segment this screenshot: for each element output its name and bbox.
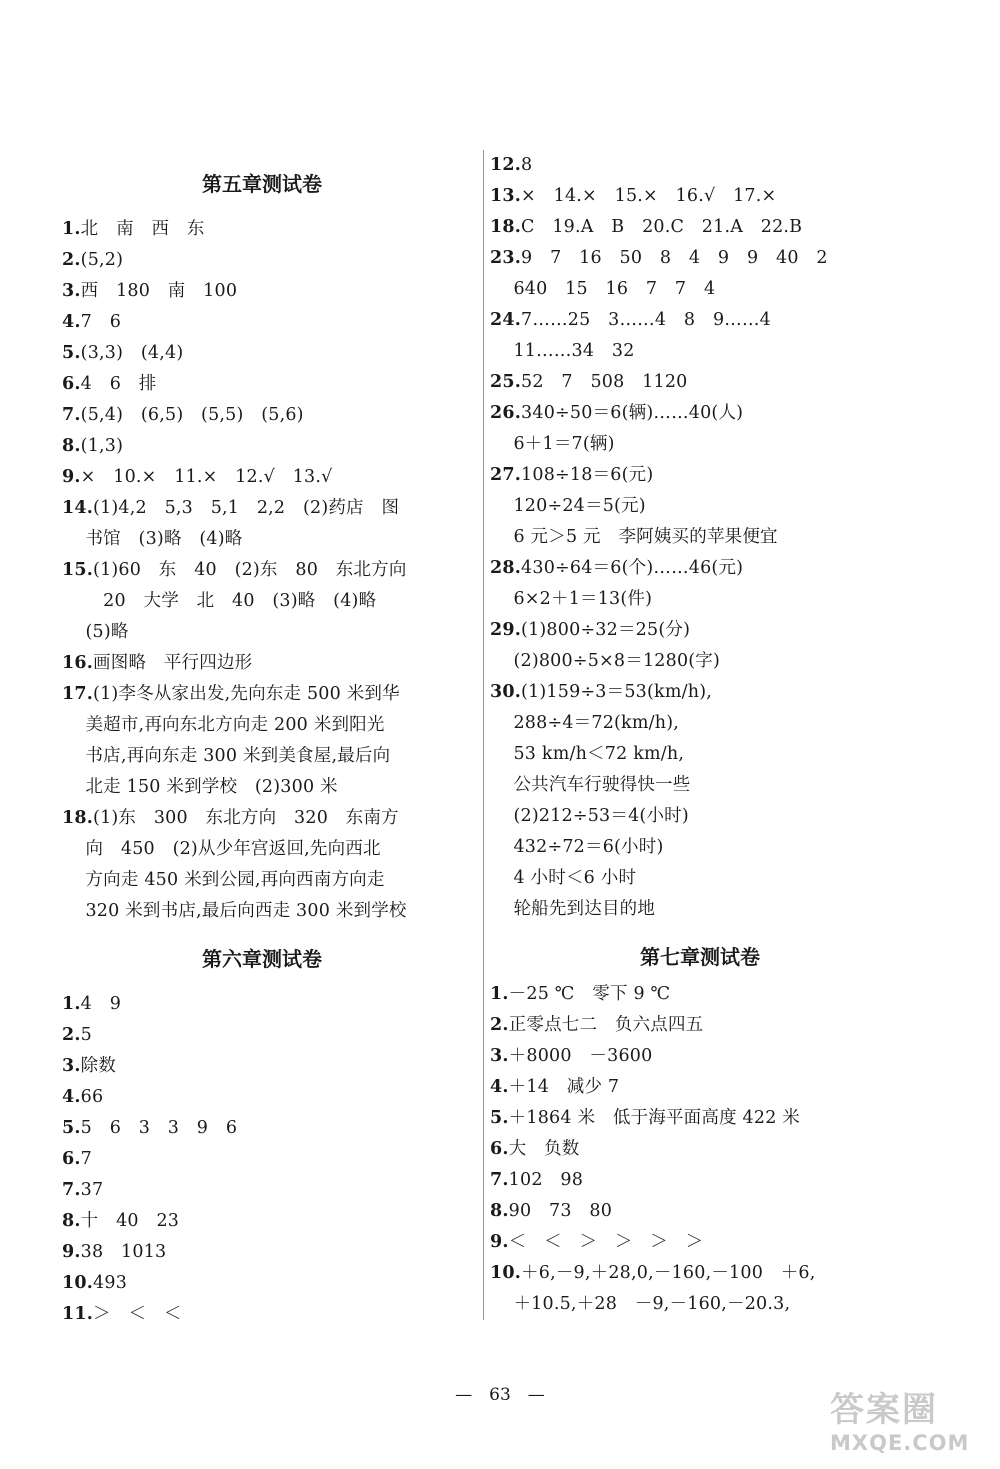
question-number: 8.: [62, 436, 81, 456]
answer-line: [490, 429, 910, 460]
answer-text: (2)212÷53＝4(小时): [490, 806, 689, 826]
answer-text: 书馆 (3)略 (4)略: [62, 529, 243, 549]
answer-line: [490, 832, 910, 863]
question-number: 6.: [62, 1149, 81, 1169]
answer-line: [62, 1206, 472, 1237]
answer-line: [62, 493, 472, 524]
answer-line: [490, 367, 910, 398]
question-number: 2.: [62, 250, 81, 270]
answer-text: 53 km/h＜72 km/h,: [490, 744, 685, 764]
answer-text: 7……25 3……4 8 9……4: [521, 310, 772, 330]
chapter6-answers: [62, 989, 472, 1330]
answer-text: 430÷64＝6(个)……46(元): [521, 558, 744, 578]
answer-line: [62, 679, 472, 710]
answer-text: 十 40 23: [80, 1211, 180, 1231]
answer-line: [62, 865, 472, 896]
answer-text: 4 小时＜6 小时: [490, 868, 637, 888]
answer-text: 方向走 450 米到公园,再向西南方向走: [62, 870, 385, 890]
question-number: 7.: [62, 405, 81, 425]
answer-line: [62, 555, 472, 586]
answer-line: [62, 1113, 472, 1144]
answer-line: [490, 894, 910, 925]
answer-text: ＋14 减少 7: [508, 1077, 620, 1097]
answer-text: 120÷24＝5(元): [490, 496, 646, 516]
answer-text: (1)东 300 东北方向 320 东南方: [93, 808, 399, 828]
watermark-mark: 答案圈: [830, 1390, 938, 1430]
answer-line: [62, 803, 472, 834]
answer-line: [490, 1165, 910, 1196]
question-number: 16.: [62, 653, 94, 673]
answer-text: 493: [93, 1273, 128, 1293]
answer-line: [62, 338, 472, 369]
answer-text: (5,2): [80, 250, 124, 270]
question-number: 4.: [62, 1087, 81, 1107]
answer-line: [62, 1175, 472, 1206]
answer-line: [62, 1299, 472, 1330]
answer-text: ＋10.5,＋28 －9,－160,－20.3,: [490, 1294, 791, 1314]
watermark-url: MXQE.COM: [830, 1431, 970, 1455]
answer-line: [490, 1289, 910, 1320]
answer-line: [490, 739, 910, 770]
answer-text: (1,3): [80, 436, 124, 456]
answer-line: [62, 648, 472, 679]
answer-line: [490, 460, 910, 491]
answer-line: [490, 677, 910, 708]
answer-text: 90 73 80: [508, 1201, 613, 1221]
answer-text: × 10.× 11.× 12.√ 13.√: [80, 467, 333, 487]
answer-text: －25 ℃ 零下 9 ℃: [508, 984, 671, 1004]
answer-line: [62, 462, 472, 493]
question-number: 3.: [490, 1046, 509, 1066]
answer-text: 288÷4＝72(km/h),: [490, 713, 680, 733]
question-number: 5.: [490, 1108, 509, 1128]
answer-text: 37: [80, 1180, 104, 1200]
question-number: 3.: [62, 1056, 81, 1076]
answer-text: 432÷72＝6(小时): [490, 837, 664, 857]
answer-line: [490, 801, 910, 832]
answer-text: 20 大学 北 40 (3)略 (4)略: [62, 591, 377, 611]
question-number: 10.: [62, 1273, 94, 1293]
answer-text: 340÷50＝6(辆)……40(人): [521, 403, 744, 423]
question-number: 10.: [490, 1263, 522, 1283]
answer-line: [490, 336, 910, 367]
answer-line: [62, 710, 472, 741]
answer-text: 公共汽车行驶得快一些: [490, 775, 691, 795]
answer-text: 9 7 16 50 8 4 9 9 40 2: [521, 248, 828, 268]
answer-line: [62, 989, 472, 1020]
answer-text: (1)159÷3＝53(km/h),: [521, 682, 712, 702]
answer-line: [490, 863, 910, 894]
answer-text: 除数: [80, 1056, 117, 1076]
watermark-logo: [830, 1390, 995, 1465]
question-number: 28.: [490, 558, 522, 578]
question-number: 18.: [490, 217, 522, 237]
answer-text: C 19.A B 20.C 21.A 22.B: [521, 217, 803, 237]
answer-text: 5: [80, 1025, 93, 1045]
answer-line: [62, 369, 472, 400]
question-number: 8.: [62, 1211, 81, 1231]
chapter5-title: 第五章测试卷: [202, 172, 322, 196]
answer-text: 11……34 32: [490, 341, 635, 361]
answer-line: [490, 584, 910, 615]
answer-line: [62, 896, 472, 927]
answer-line: [62, 1020, 472, 1051]
column-divider: [483, 150, 484, 1320]
answer-text: 书店,再向东走 300 米到美食屋,最后向: [62, 746, 391, 766]
answer-text: 轮船先到达目的地: [490, 899, 656, 919]
answer-text: 正零点七二 负六点四五: [508, 1015, 704, 1035]
question-number: 13.: [490, 186, 522, 206]
answer-line: [62, 400, 472, 431]
answer-line: [62, 834, 472, 865]
answer-line: [490, 615, 910, 646]
answer-text: 4 9: [80, 994, 122, 1014]
answer-line: [62, 1237, 472, 1268]
question-number: 17.: [62, 684, 94, 704]
answer-text: ＋1864 米 低于海平面高度 422 米: [508, 1108, 800, 1128]
question-number: 7.: [62, 1180, 81, 1200]
question-number: 4.: [490, 1077, 509, 1097]
answer-line: [62, 741, 472, 772]
question-number: 15.: [62, 560, 94, 580]
answer-text: (5)略: [62, 622, 129, 642]
question-number: 18.: [62, 808, 94, 828]
question-number: 1.: [62, 219, 81, 239]
answer-line: [490, 646, 910, 677]
answer-text: 640 15 16 7 7 4: [490, 279, 716, 299]
question-number: 6.: [62, 374, 81, 394]
question-number: 25.: [490, 372, 522, 392]
answer-text: (5,4) (6,5) (5,5) (5,6): [80, 405, 304, 425]
answer-line: [62, 214, 472, 245]
question-number: 5.: [62, 343, 81, 363]
answer-line: [490, 150, 910, 181]
answer-line: [490, 522, 910, 553]
question-number: 27.: [490, 465, 522, 485]
answer-text: (3,3) (4,4): [80, 343, 184, 363]
answer-text: 108÷18＝6(元): [521, 465, 654, 485]
question-number: 26.: [490, 403, 522, 423]
question-number: 2.: [62, 1025, 81, 1045]
question-number: 5.: [62, 1118, 81, 1138]
answer-text: ＋8000 －3600: [508, 1046, 653, 1066]
answer-text: 向 450 (2)从少年宫返回,先向西北: [62, 839, 381, 859]
question-number: 14.: [62, 498, 94, 518]
answer-text: ＜ ＜ ＞ ＞ ＞ ＞: [508, 1232, 704, 1252]
question-number: 8.: [490, 1201, 509, 1221]
question-number: 1.: [490, 984, 509, 1004]
question-number: 6.: [490, 1139, 509, 1159]
answer-text: 102 98: [508, 1170, 584, 1190]
question-number: 9.: [490, 1232, 509, 1252]
answer-line: [490, 243, 910, 274]
answer-line: [62, 431, 472, 462]
answer-line: [62, 1051, 472, 1082]
page-number: — 63 —: [455, 1385, 545, 1405]
answer-line: [490, 1258, 910, 1289]
chapter7-title: 第七章测试卷: [640, 945, 760, 969]
answer-line: [62, 1268, 472, 1299]
question-number: 29.: [490, 620, 522, 640]
answer-text: ＋6,－9,＋28,0,－160,－100 ＋6,: [521, 1263, 816, 1283]
answer-line: [490, 553, 910, 584]
chapter7-answers: [490, 979, 910, 1320]
answer-text: 西 180 南 100: [80, 281, 238, 301]
answer-text: 大 负数: [508, 1139, 580, 1159]
answer-text: 6＋1＝7(辆): [490, 434, 615, 454]
question-number: 7.: [490, 1170, 509, 1190]
answer-text: (2)800÷5×8＝1280(字): [490, 651, 721, 671]
right-column: [490, 150, 910, 1320]
answer-text: (1)4,2 5,3 5,1 2,2 (2)药店 图: [93, 498, 400, 518]
question-number: 12.: [490, 155, 522, 175]
answer-text: 北走 150 米到学校 (2)300 米: [62, 777, 338, 797]
question-number: 9.: [62, 1242, 81, 1262]
answer-text: 7 6: [80, 312, 122, 332]
chapter5-answers: [62, 214, 472, 927]
answer-line: [490, 274, 910, 305]
answer-line: [62, 772, 472, 803]
answer-text: 画图略 平行四边形: [93, 653, 253, 673]
chapter6-title: 第六章测试卷: [202, 947, 322, 971]
answer-text: ＞ ＜ ＜: [93, 1304, 182, 1324]
chapter6-answers-continued: [490, 150, 910, 925]
answer-text: 6×2＋1＝13(件): [490, 589, 653, 609]
answer-line: [490, 491, 910, 522]
answer-line: [490, 212, 910, 243]
answer-text: 52 7 508 1120: [521, 372, 688, 392]
answer-text: 38 1013: [80, 1242, 167, 1262]
answer-text: (1)800÷32＝25(分): [521, 620, 691, 640]
answer-line: [490, 398, 910, 429]
question-number: 1.: [62, 994, 81, 1014]
question-number: 30.: [490, 682, 522, 702]
answer-text: 6 元＞5 元 李阿姨买的苹果便宜: [490, 527, 778, 547]
answer-line: [490, 1041, 910, 1072]
question-number: 9.: [62, 467, 81, 487]
answer-line: [490, 979, 910, 1010]
answer-line: [62, 276, 472, 307]
question-number: 2.: [490, 1015, 509, 1035]
answer-text: 5 6 3 3 9 6: [80, 1118, 238, 1138]
answer-text: 美超市,再向东北方向走 200 米到阳光: [62, 715, 385, 735]
answer-text: 320 米到书店,最后向西走 300 米到学校: [62, 901, 407, 921]
answer-text: × 14.× 15.× 16.√ 17.×: [521, 186, 777, 206]
answer-text: 7: [80, 1149, 93, 1169]
answer-line: [62, 307, 472, 338]
left-column: [62, 166, 472, 1330]
answer-line: [490, 1103, 910, 1134]
answer-line: [62, 617, 472, 648]
answer-line: [490, 770, 910, 801]
answer-line: [490, 1227, 910, 1258]
question-number: 11.: [62, 1304, 94, 1324]
answer-line: [62, 524, 472, 555]
question-number: 23.: [490, 248, 522, 268]
answer-line: [490, 181, 910, 212]
answer-line: [490, 1134, 910, 1165]
answer-line: [62, 245, 472, 276]
answer-text: 北 南 西 东: [80, 219, 205, 239]
answer-text: 66: [80, 1087, 104, 1107]
answer-line: [490, 305, 910, 336]
answer-line: [62, 586, 472, 617]
question-number: 24.: [490, 310, 522, 330]
answer-line: [490, 708, 910, 739]
answer-line: [62, 1144, 472, 1175]
answer-text: 8: [521, 155, 533, 175]
question-number: 4.: [62, 312, 81, 332]
answer-line: [490, 1072, 910, 1103]
answer-text: (1)李冬从家出发,先向东走 500 米到华: [93, 684, 400, 704]
answer-text: 4 6 排: [80, 374, 157, 394]
question-number: 3.: [62, 281, 81, 301]
answer-line: [490, 1196, 910, 1227]
answer-line: [62, 1082, 472, 1113]
answer-line: [490, 1010, 910, 1041]
answer-text: (1)60 东 40 (2)东 80 东北方向: [93, 560, 407, 580]
